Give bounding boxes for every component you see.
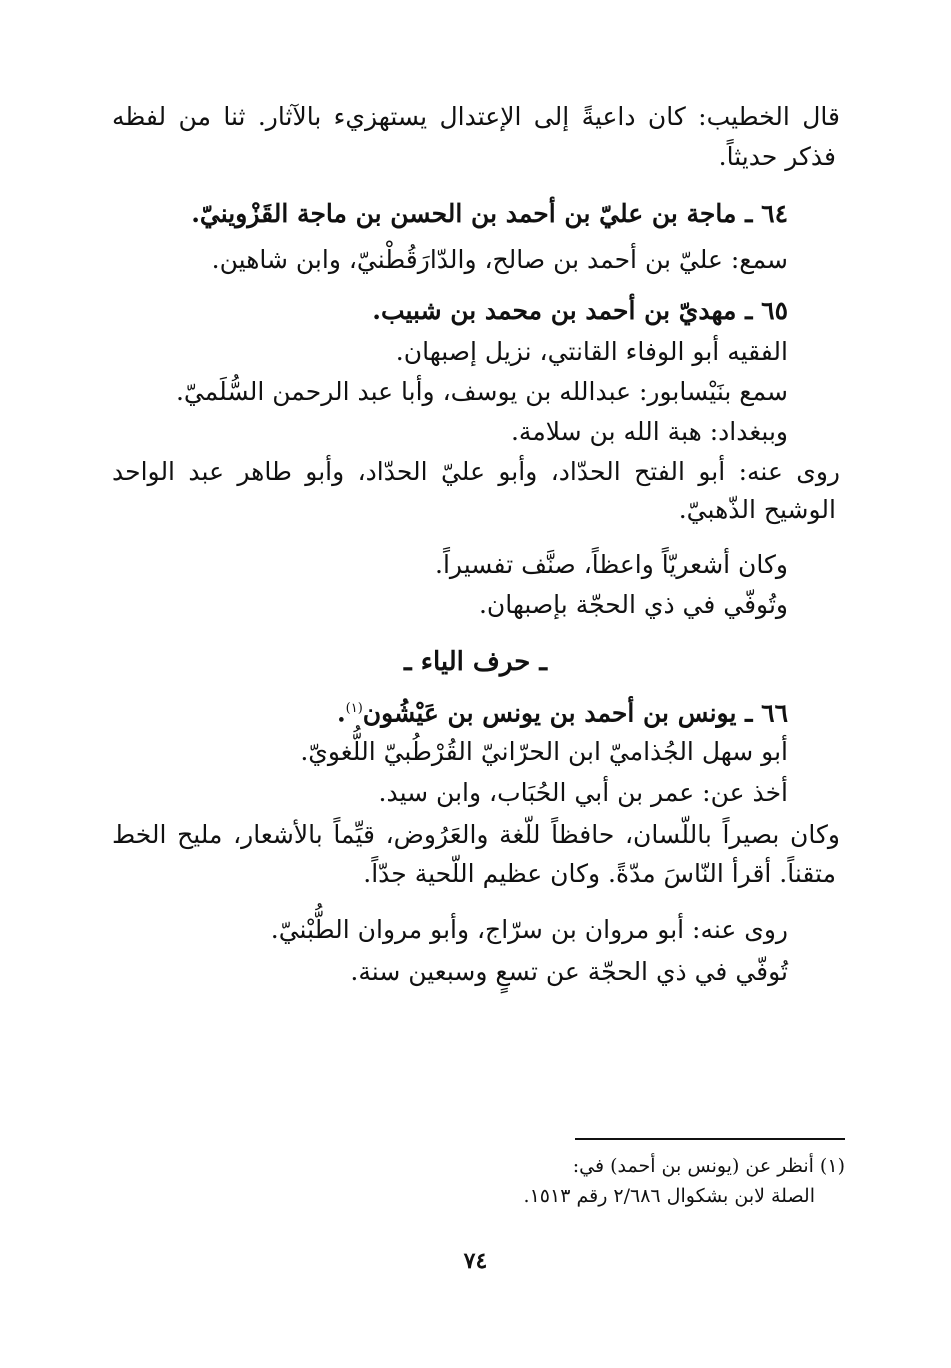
paragraph-line: قال الخطيب: كان داعيةً إلى الإعتدال يستهزيء بالآثار. ثنا من لفظه [112,102,840,131]
entry-65-line: روى عنه: أبو الفتح الحدّاد، وأبو عليّ الحدّاد، وأبو طاهر عبد الواحد [112,457,840,486]
entry-65-line: وببغداد: هبة الله بن سلامة. [510,417,788,446]
entry-65-line: سمع بنَيْسابور: عبدالله بن يوسف، وأبا عبد الرحمن السُّلَميّ. [175,377,788,406]
entry-66-line: متقناً. أقرأ النّاسَ مدّةً. وكان عظيم اللّحية جدّاً. [363,859,836,888]
footnote-line: (١) أنظر عن (يونس بن أحمد) في: [572,1155,845,1177]
entry-66-line: أخذ عن: عمر بن أبي الحُبَاب، وابن سيد. [378,778,788,807]
entry-66-title-end: . [336,698,346,728]
entry-64-title: ٦٤ ـ ماجة بن عليّ بن أحمد بن الحسن بن ماجة القَزْوينيّ. [191,199,788,228]
entry-65-line: وكان أشعريّاً واعظاً، صنَّف تفسيراً. [435,550,788,579]
entry-66-line: وكان بصيراً باللّسان، حافظاً للّغة والعَرُوض، قيِّماً بالأشعار، مليح الخط [112,820,840,849]
section-heading: ـ حرف الياء ـ [404,647,547,677]
paragraph-line: فذكر حديثاً. [718,142,836,171]
entry-66-title [337,692,788,730]
entry-66-line: روى عنه: أبو مروان بن سرّاج، وأبو مروان الطُّبْنيّ. [270,915,788,944]
page-number: ٧٤ [463,1248,488,1274]
entry-66-title-text: ٦٦ ـ يونس بن أحمد بن يونس بن عَيْشُون [362,698,788,728]
entry-66-line: تُوفّي في ذي الحجّة عن تسعٍ وسبعين سنة. [350,957,788,986]
entry-65-line: وتُوفّي في ذي الحجّة بإصبهان. [478,590,788,619]
entry-65-line: الفقيه أبو الوفاء القانتي، نزيل إصبهان. [395,337,788,366]
entry-65-title: ٦٥ ـ مهديّ بن أحمد بن محمد بن شبيب. [372,296,788,325]
footnote-reference: (١) [345,701,363,716]
entry-66-line: أبو سهل الجُذاميّ ابن الحرّانيّ القُرْطُبيّ اللُّغويّ. [300,737,788,766]
footnote-divider [575,1138,845,1140]
entry-64-line: سمع: عليّ بن أحمد بن صالح، والدّارَقُطْنيّ، وابن شاهين. [211,245,788,274]
footnote-line: الصلة لابن بشكوال ٢/٦٨٦ رقم ١٥١٣. [523,1185,815,1207]
entry-65-line: الوشيح الذّهبيّ. [678,495,836,524]
